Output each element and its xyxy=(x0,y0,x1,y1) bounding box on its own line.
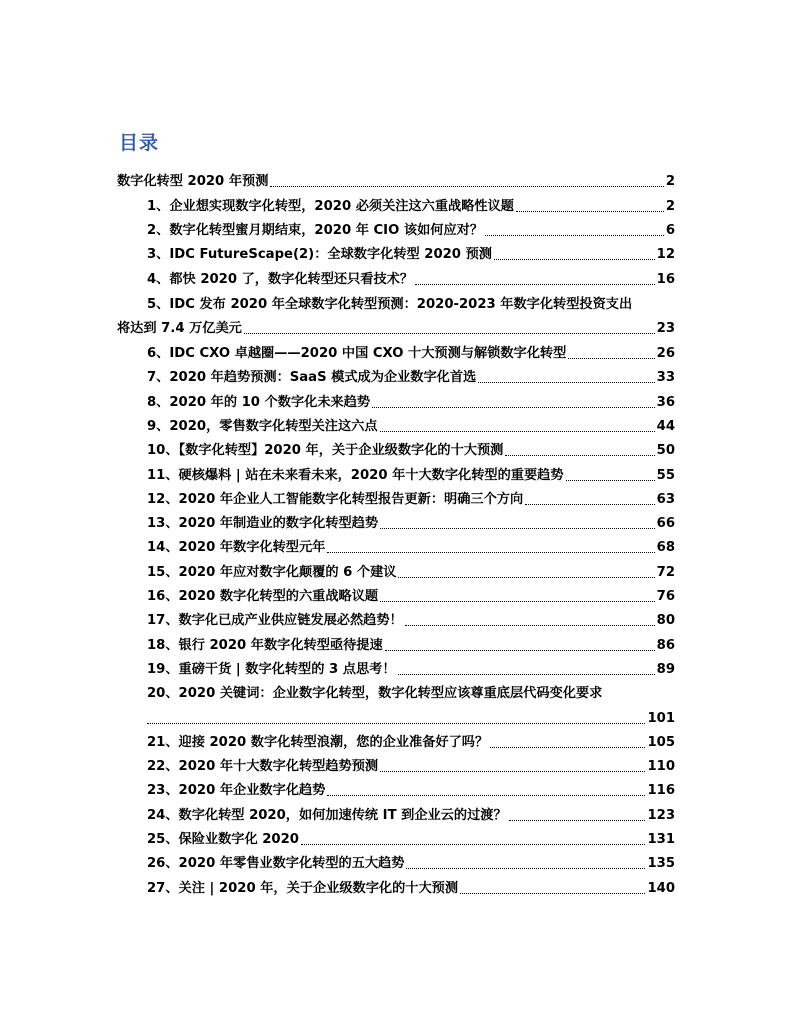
toc-entry[interactable] xyxy=(147,880,675,898)
toc-main-entry[interactable] xyxy=(117,173,675,191)
toc-entry[interactable] xyxy=(147,758,675,776)
toc-entry-page: 123 xyxy=(647,808,675,823)
toc-leader-dots xyxy=(505,443,654,456)
toc-entry-text: 27、关注 | 2020 年，关于企业级数字化的十大预测 xyxy=(147,881,459,896)
toc-entry-page: 72 xyxy=(656,565,675,580)
toc-entry-page: 76 xyxy=(656,589,675,604)
toc-entry-text: 18、银行 2020 年数字化转型亟待提速 xyxy=(147,638,383,653)
toc-entry-text: 10、【数字化转型】2020 年，关于企业级数字化的十大预测 xyxy=(147,443,504,458)
toc-leader-dots xyxy=(244,321,655,334)
toc-leader-dots xyxy=(380,419,655,432)
toc-leader-dots xyxy=(398,565,654,578)
toc-leader-dots xyxy=(405,613,655,626)
toc-entry-text: 17、数字化已成产业供应链发展必然趋势！ xyxy=(147,613,403,628)
toc-entry[interactable] xyxy=(147,198,675,216)
toc-entry-text: 26、2020 年零售业数字化转型的五大趋势 xyxy=(147,856,405,871)
toc-leader-dots xyxy=(380,516,655,529)
toc-entry-text: 3、IDC FutureScape(2)：全球数字化转型 2020 预测 xyxy=(147,247,492,262)
toc-entry[interactable] xyxy=(147,637,675,655)
toc-entry[interactable] xyxy=(147,246,675,264)
toc-leader-dots xyxy=(490,735,645,748)
toc-entry[interactable] xyxy=(147,807,675,825)
toc-leader-dots xyxy=(516,199,664,212)
toc-entry-continuation[interactable] xyxy=(147,710,675,728)
toc-leader-dots xyxy=(485,223,664,236)
toc-entry-text: 1、企业想实现数字化转型，2020 必须关注这六重战略性议题 xyxy=(147,199,514,214)
toc-entry-text: 20、2020 关键词：企业数字化转型，数字化转型应该尊重底层代码变化要求 xyxy=(147,686,603,701)
toc-entry[interactable] xyxy=(147,782,675,800)
toc-leader-dots xyxy=(270,174,663,187)
toc-entry[interactable] xyxy=(147,612,675,630)
toc-entry-page: 116 xyxy=(647,783,675,798)
toc-entry[interactable] xyxy=(147,296,675,314)
toc-entry[interactable] xyxy=(147,515,675,533)
toc-entry-text: 9、2020，零售数字化转型关注这六点 xyxy=(147,419,378,434)
toc-entry-page: 12 xyxy=(656,247,675,262)
toc-entry[interactable] xyxy=(147,369,675,387)
toc-leader-dots xyxy=(525,492,654,505)
toc-entry[interactable] xyxy=(147,491,675,509)
toc-entry-page: 63 xyxy=(656,492,675,507)
toc-entry-page: 80 xyxy=(656,613,675,628)
toc-entry-text: 19、重磅干货 | 数字化转型的 3 点思考！ xyxy=(147,662,396,677)
toc-entry[interactable] xyxy=(147,222,675,240)
toc-entry[interactable] xyxy=(147,394,675,412)
toc-entry[interactable] xyxy=(147,442,675,460)
toc-entry-text: 21、迎接 2020 数字化转型浪潮，您的企业准备好了吗？ xyxy=(147,735,489,750)
toc-entry-page: 89 xyxy=(656,662,675,677)
toc-entry[interactable] xyxy=(147,855,675,873)
toc-entry-text: 7、2020 年趋势预测：SaaS 模式成为企业数字化首选 xyxy=(147,370,477,385)
toc-entry-text: 11、硬核爆料 | 站在未来看未来，2020 年十大数字化转型的重要趋势 xyxy=(147,468,564,483)
toc-leader-dots xyxy=(380,589,655,602)
toc-leader-dots xyxy=(406,856,645,869)
toc-entry-text: 2、数字化转型蜜月期结束，2020 年 CIO 该如何应对？ xyxy=(147,223,484,238)
toc-entry[interactable] xyxy=(147,661,675,679)
toc-entry[interactable] xyxy=(147,345,675,363)
toc-entry-page: 2 xyxy=(665,174,675,189)
toc-entry-page: 6 xyxy=(665,223,675,238)
toc-entry-page: 55 xyxy=(656,468,675,483)
toc-entry-text: 数字化转型 2020 年预测 xyxy=(117,174,269,189)
toc-entry-text-continuation: 将达到 7.4 万亿美元 xyxy=(117,321,242,336)
toc-entry[interactable] xyxy=(147,588,675,606)
toc-entry-text: 23、2020 年企业数字化趋势 xyxy=(147,783,326,798)
toc-entry-text: 12、2020 年企业人工智能数字化转型报告更新：明确三个方向 xyxy=(147,492,524,507)
toc-entry-text: 6、IDC CXO 卓越圈——2020 中国 CXO 十大预测与解锁数字化转型 xyxy=(147,346,567,361)
toc-entry-text: 15、2020 年应对数字化颠覆的 6 个建议 xyxy=(147,565,397,580)
toc-entry-text: 14、2020 年数字化转型元年 xyxy=(147,540,326,555)
toc-entry[interactable] xyxy=(147,685,675,703)
toc-entry-text: 22、2020 年十大数字化转型趋势预测 xyxy=(147,759,379,774)
toc-entry-text: 24、数字化转型 2020，如何加速传统 IT 到企业云的过渡？ xyxy=(147,808,507,823)
toc-entry-page: 135 xyxy=(647,856,675,871)
toc-entry-page: 68 xyxy=(656,540,675,555)
toc-leader-dots xyxy=(372,395,655,408)
toc-entry-text: 5、IDC 发布 2020 年全球数字化转型预测：2020-2023 年数字化转型投资支出 xyxy=(147,297,633,312)
toc-entry[interactable] xyxy=(147,564,675,582)
toc-entry-text: 16、2020 数字化转型的六重战略议题 xyxy=(147,589,379,604)
toc-entry-page: 16 xyxy=(656,272,675,287)
toc-entry[interactable] xyxy=(147,539,675,557)
toc-entry-text: 8、2020 年的 10 个数字化未来趋势 xyxy=(147,395,371,410)
toc-entry-page: 44 xyxy=(656,419,675,434)
toc-leader-dots xyxy=(301,832,646,845)
toc-entry-page: 2 xyxy=(665,199,675,214)
toc-entry-page: 23 xyxy=(656,321,675,336)
toc-leader-dots xyxy=(398,662,655,675)
toc-entry[interactable] xyxy=(147,271,675,289)
toc-leader-dots xyxy=(478,370,654,383)
toc-entry-page: 86 xyxy=(656,638,675,653)
toc-leader-dots xyxy=(327,540,654,553)
toc-entry-page: 50 xyxy=(656,443,675,458)
toc-entry[interactable] xyxy=(147,418,675,436)
toc-leader-dots xyxy=(460,881,645,894)
toc-title: 目录 xyxy=(119,132,160,154)
toc-entry[interactable] xyxy=(147,734,675,752)
toc-entry-page: 110 xyxy=(647,759,675,774)
toc-entry-page: 26 xyxy=(656,346,675,361)
toc-entry-page: 140 xyxy=(647,881,675,896)
toc-entry-continuation[interactable] xyxy=(117,320,675,338)
toc-leader-dots xyxy=(327,783,645,796)
toc-entry[interactable] xyxy=(147,467,675,485)
toc-leader-dots xyxy=(147,711,645,724)
toc-entry-page: 33 xyxy=(656,370,675,385)
toc-leader-dots xyxy=(380,759,645,772)
toc-leader-dots xyxy=(568,346,654,359)
toc-entry[interactable] xyxy=(147,831,675,849)
toc-leader-dots xyxy=(509,808,646,821)
toc-entry-text: 4、都快 2020 了，数字化转型还只看技术？ xyxy=(147,272,414,287)
toc-entry-page: 101 xyxy=(647,711,675,726)
toc-leader-dots xyxy=(566,468,655,481)
toc-entry-page: 105 xyxy=(647,735,675,750)
toc-leader-dots xyxy=(415,272,655,285)
toc-entry-text: 13、2020 年制造业的数字化转型趋势 xyxy=(147,516,379,531)
toc-entry-page: 66 xyxy=(656,516,675,531)
toc-entry-text: 25、保险业数字化 2020 xyxy=(147,832,299,847)
toc-leader-dots xyxy=(385,638,655,651)
toc-entry-page: 36 xyxy=(656,395,675,410)
toc-entry-page: 131 xyxy=(647,832,675,847)
toc-leader-dots xyxy=(494,247,655,260)
